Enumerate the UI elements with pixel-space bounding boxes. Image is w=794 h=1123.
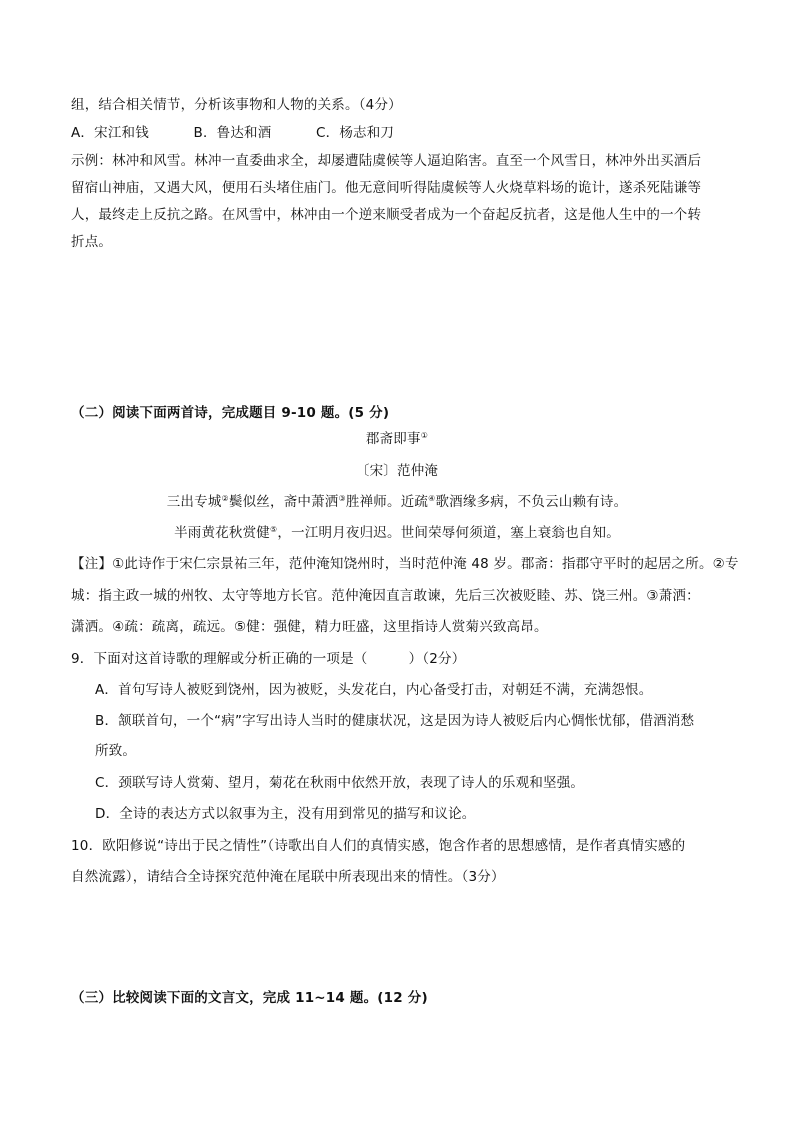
poem-line <box>0 493 794 511</box>
q9-option-b: B．颔联首句，一个“病”字写出诗人当时的健康状况，这是因为诗人被贬后内心惆怅忧郁，借酒消愁 <box>95 713 695 729</box>
poem-text: 胜禅师。近疏 <box>345 494 429 510</box>
poem-text: 歌酒缘多病，不负云山赖有诗。 <box>435 494 628 510</box>
q8-example-line: 留宿山神庙，又遇大风，便用石头堵住庙门。他无意间听得陆虞候等人火烧草料场的诡计，遂杀死陆谦等 <box>71 180 702 196</box>
poem-notes-line: 【注】①此诗作于宋仁宗景祐三年，范仲淹知饶州时，当时范仲淹 48 岁。郡斋：指郡守平时的起居之所。②专 <box>71 556 739 572</box>
q8-option-a: A．宋江和钱 <box>71 125 149 141</box>
q8-option-c: C．杨志和刀 <box>316 125 395 141</box>
section2-heading: （二）阅读下面两首诗，完成题目 9-10 题。(5 分) <box>71 405 390 421</box>
poem-notes-line: 城：指主政一城的州牧、太守等地方长官。范仲淹因直言敢谏，先后三次被贬睦、苏、饶三州。③萧洒： <box>71 588 700 604</box>
q8-example-line: 示例：林冲和风雪。林冲一直委曲求全，却屡遭陆虞候等人逼迫陷害。直至一个风雪日，林冲外出买酒后 <box>71 153 702 169</box>
poem-text: ，一江明月夜归迟。世间荣辱何须道，塞上衰翁也自知。 <box>277 525 620 541</box>
poem-title-note: ① <box>420 431 429 440</box>
poem-text: 鬓似丝，斋中萧洒 <box>228 494 339 510</box>
poem-note-marker: ④ <box>428 494 436 503</box>
q10-stem: 自然流露），请结合全诗探究范仲淹在尾联中所表现出来的情性。（3分） <box>71 869 505 885</box>
q8-stem-tail: 组，结合相关情节，分析该事物和人物的关系。（4分） <box>71 97 402 113</box>
poem-text: 三出专城 <box>166 494 222 510</box>
poem-title <box>0 430 794 448</box>
section3-heading: （三）比较阅读下面的文言文，完成 11~14 题。(12 分) <box>71 990 428 1006</box>
poem-title-text: 郡斋即事 <box>365 431 421 447</box>
poem-author: 〔宋〕范仲淹 <box>355 463 439 479</box>
poem-notes-line: 潇洒。④疏：疏离，疏远。⑤健：强健，精力旺盛，这里指诗人赏菊兴致高昂。 <box>71 619 548 635</box>
q8-example-line: 折点。 <box>71 234 113 250</box>
q8-example-line: 人，最终走上反抗之路。在风雪中，林冲由一个逆来顺受者成为一个奋起反抗者，这是他人生中的一个转 <box>71 207 702 223</box>
poem-note-marker: ③ <box>338 494 346 503</box>
q8-options <box>71 124 394 142</box>
q8-option-b: B．鲁达和酒 <box>193 125 272 141</box>
q10-stem: 10．欧阳修说“诗出于民之情性”（诗歌出自人们的真情实感，饱含作者的思想感情，是作者真情实感的 <box>71 838 686 854</box>
poem-line <box>0 524 794 542</box>
poem-note-marker: ⑤ <box>270 525 278 534</box>
q9-stem: 9．下面对这首诗歌的理解或分析正确的一项是（ ）（2分） <box>71 651 466 667</box>
q9-option-c: C．颈联写诗人赏菊、望月，菊花在秋雨中依然开放，表现了诗人的乐观和坚强。 <box>95 775 585 791</box>
poem-note-marker: ② <box>221 494 229 503</box>
poem-text: 半雨黄花秋赏健 <box>174 525 271 541</box>
q9-option-a: A．首句写诗人被贬到饶州，因为被贬，头发花白，内心备受打击，对朝廷不满，充满怨恨。 <box>95 682 653 698</box>
q9-option-b-cont: 所致。 <box>95 743 137 759</box>
q9-option-d: D．全诗的表达方式以叙事为主，没有用到常见的描写和议论。 <box>95 806 476 822</box>
